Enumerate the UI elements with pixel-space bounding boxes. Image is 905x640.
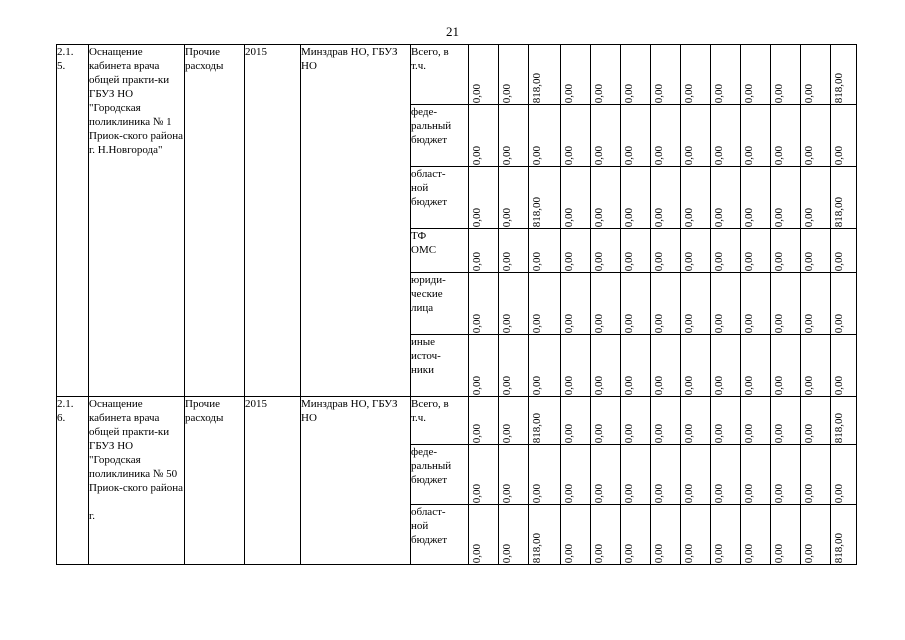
value-text: 0,00 xyxy=(713,251,725,271)
value-text: 0,00 xyxy=(713,145,725,165)
value-text: 0,00 xyxy=(623,83,635,103)
value-cell xyxy=(771,273,801,335)
value-text: 0,00 xyxy=(683,207,695,227)
value-cell xyxy=(681,229,711,273)
value-cell xyxy=(591,505,621,565)
value-cell xyxy=(801,45,831,105)
value-text: 0,00 xyxy=(743,145,755,165)
value-cell xyxy=(651,445,681,505)
value-text: 0,00 xyxy=(833,313,845,333)
value-cell xyxy=(651,167,681,229)
value-text: 0,00 xyxy=(743,313,755,333)
value-text: 0,00 xyxy=(653,483,665,503)
value-text: 0,00 xyxy=(773,207,785,227)
value-text: 0,00 xyxy=(683,543,695,563)
value-text: 0,00 xyxy=(773,423,785,443)
value-text: 0,00 xyxy=(563,375,575,395)
value-text: 818,00 xyxy=(833,72,845,103)
value-text: 0,00 xyxy=(623,423,635,443)
value-cell xyxy=(561,335,591,397)
value-text: 0,00 xyxy=(833,483,845,503)
value-text: 0,00 xyxy=(531,313,543,333)
value-cell xyxy=(561,229,591,273)
value-text: 0,00 xyxy=(833,251,845,271)
value-cell xyxy=(741,229,771,273)
value-text: 0,00 xyxy=(773,251,785,271)
expense-type: Прочие расходы xyxy=(185,45,245,397)
value-cell xyxy=(771,505,801,565)
value-text: 0,00 xyxy=(833,375,845,395)
value-cell xyxy=(529,105,561,167)
value-cell xyxy=(499,273,529,335)
value-text: 0,00 xyxy=(593,483,605,503)
value-cell xyxy=(469,397,499,445)
value-cell xyxy=(561,105,591,167)
value-text: 0,00 xyxy=(683,145,695,165)
value-text: 0,00 xyxy=(803,483,815,503)
value-cell xyxy=(711,397,741,445)
value-cell xyxy=(469,45,499,105)
value-cell xyxy=(561,505,591,565)
value-text: 0,00 xyxy=(743,251,755,271)
value-cell xyxy=(711,335,741,397)
value-text: 0,00 xyxy=(803,207,815,227)
value-text: 0,00 xyxy=(471,423,483,443)
value-text: 0,00 xyxy=(563,543,575,563)
value-cell xyxy=(621,505,651,565)
value-cell xyxy=(711,105,741,167)
value-cell xyxy=(591,445,621,505)
value-text: 0,00 xyxy=(803,251,815,271)
value-cell xyxy=(801,335,831,397)
value-text: 0,00 xyxy=(593,423,605,443)
value-text: 0,00 xyxy=(683,313,695,333)
funding-source: иные источ- ники xyxy=(411,335,469,397)
value-text: 0,00 xyxy=(743,207,755,227)
value-text: 0,00 xyxy=(773,375,785,395)
value-text: 0,00 xyxy=(471,375,483,395)
value-text: 818,00 xyxy=(833,196,845,227)
funding-source: юриди- ческие лица xyxy=(411,273,469,335)
value-text: 0,00 xyxy=(471,313,483,333)
value-cell xyxy=(831,397,857,445)
value-text: 0,00 xyxy=(713,543,725,563)
value-cell xyxy=(621,45,651,105)
value-cell xyxy=(529,505,561,565)
value-cell xyxy=(801,273,831,335)
value-cell xyxy=(801,397,831,445)
value-cell xyxy=(711,505,741,565)
value-cell xyxy=(681,445,711,505)
value-text: 0,00 xyxy=(563,251,575,271)
value-text: 0,00 xyxy=(501,313,513,333)
value-text: 0,00 xyxy=(501,83,513,103)
value-text: 0,00 xyxy=(501,251,513,271)
value-cell xyxy=(831,445,857,505)
value-cell xyxy=(529,45,561,105)
value-cell xyxy=(681,273,711,335)
value-text: 0,00 xyxy=(623,313,635,333)
value-text: 0,00 xyxy=(683,423,695,443)
value-text: 0,00 xyxy=(803,423,815,443)
value-text: 0,00 xyxy=(803,83,815,103)
value-text: 0,00 xyxy=(653,83,665,103)
value-cell xyxy=(591,105,621,167)
value-text: 0,00 xyxy=(683,375,695,395)
value-cell xyxy=(801,445,831,505)
value-cell xyxy=(561,397,591,445)
value-cell xyxy=(741,167,771,229)
value-cell xyxy=(591,229,621,273)
value-cell xyxy=(771,229,801,273)
value-cell xyxy=(469,105,499,167)
value-text: 0,00 xyxy=(743,83,755,103)
value-text: 0,00 xyxy=(501,483,513,503)
value-text: 0,00 xyxy=(683,483,695,503)
value-cell xyxy=(681,397,711,445)
value-cell xyxy=(681,45,711,105)
value-cell xyxy=(771,335,801,397)
value-cell xyxy=(651,45,681,105)
value-cell xyxy=(711,445,741,505)
value-text: 0,00 xyxy=(563,313,575,333)
value-cell xyxy=(499,335,529,397)
value-cell xyxy=(469,335,499,397)
value-text: 0,00 xyxy=(471,207,483,227)
value-text: 0,00 xyxy=(623,251,635,271)
value-text: 0,00 xyxy=(803,543,815,563)
value-cell xyxy=(651,105,681,167)
value-cell xyxy=(651,335,681,397)
value-text: 0,00 xyxy=(501,145,513,165)
value-cell xyxy=(469,505,499,565)
value-cell xyxy=(499,105,529,167)
value-text: 0,00 xyxy=(713,313,725,333)
value-text: 0,00 xyxy=(713,375,725,395)
funding-source: ТФ ОМС xyxy=(411,229,469,273)
funding-source: Всего, в т.ч. xyxy=(411,45,469,105)
executor: Минздрав НО, ГБУЗ НО xyxy=(301,45,411,397)
value-cell xyxy=(771,45,801,105)
value-text: 0,00 xyxy=(593,207,605,227)
value-cell xyxy=(561,273,591,335)
value-cell xyxy=(529,273,561,335)
value-text: 0,00 xyxy=(471,145,483,165)
value-text: 0,00 xyxy=(773,145,785,165)
value-text: 0,00 xyxy=(531,483,543,503)
value-cell xyxy=(561,445,591,505)
funding-source: област- ной бюджет xyxy=(411,505,469,565)
value-cell xyxy=(741,273,771,335)
value-text: 0,00 xyxy=(743,543,755,563)
value-cell xyxy=(621,273,651,335)
value-cell xyxy=(621,105,651,167)
value-cell xyxy=(681,335,711,397)
value-text: 0,00 xyxy=(563,83,575,103)
value-text: 0,00 xyxy=(501,375,513,395)
value-text: 0,00 xyxy=(531,375,543,395)
table-row xyxy=(57,397,857,445)
value-cell xyxy=(499,229,529,273)
value-cell xyxy=(591,273,621,335)
value-text: 0,00 xyxy=(623,207,635,227)
value-cell xyxy=(801,229,831,273)
value-cell xyxy=(681,167,711,229)
value-text: 818,00 xyxy=(531,196,543,227)
value-text: 0,00 xyxy=(623,543,635,563)
value-text: 0,00 xyxy=(713,423,725,443)
value-cell xyxy=(681,505,711,565)
value-cell xyxy=(711,167,741,229)
value-cell xyxy=(801,167,831,229)
value-text: 0,00 xyxy=(803,375,815,395)
value-text: 0,00 xyxy=(803,313,815,333)
value-cell xyxy=(741,505,771,565)
value-cell xyxy=(741,45,771,105)
value-cell xyxy=(771,397,801,445)
value-text: 0,00 xyxy=(653,145,665,165)
value-cell xyxy=(529,335,561,397)
item-year: 2015 xyxy=(245,397,301,565)
value-text: 0,00 xyxy=(593,145,605,165)
value-cell xyxy=(529,229,561,273)
value-text: 0,00 xyxy=(713,83,725,103)
value-cell xyxy=(591,397,621,445)
value-text: 0,00 xyxy=(501,543,513,563)
value-cell xyxy=(621,335,651,397)
value-cell xyxy=(681,105,711,167)
value-text: 818,00 xyxy=(531,532,543,563)
value-cell xyxy=(831,273,857,335)
value-cell xyxy=(771,105,801,167)
value-text: 0,00 xyxy=(471,83,483,103)
value-cell xyxy=(741,445,771,505)
value-cell xyxy=(591,335,621,397)
value-text: 0,00 xyxy=(593,543,605,563)
value-text: 0,00 xyxy=(773,483,785,503)
value-cell xyxy=(621,397,651,445)
value-cell xyxy=(801,105,831,167)
value-text: 0,00 xyxy=(653,207,665,227)
value-cell xyxy=(499,45,529,105)
funding-source: област- ной бюджет xyxy=(411,167,469,229)
value-cell xyxy=(529,167,561,229)
value-text: 0,00 xyxy=(653,251,665,271)
value-text: 0,00 xyxy=(653,375,665,395)
value-text: 818,00 xyxy=(531,72,543,103)
value-text: 0,00 xyxy=(773,543,785,563)
value-cell xyxy=(591,45,621,105)
value-text: 818,00 xyxy=(531,412,543,443)
table-body xyxy=(57,45,857,565)
value-text: 0,00 xyxy=(563,483,575,503)
value-cell xyxy=(529,445,561,505)
value-cell xyxy=(831,335,857,397)
value-cell xyxy=(711,273,741,335)
value-text: 0,00 xyxy=(501,423,513,443)
value-text: 0,00 xyxy=(531,145,543,165)
value-text: 0,00 xyxy=(683,251,695,271)
item-year: 2015 xyxy=(245,45,301,397)
budget-table xyxy=(56,44,857,565)
executor: Минздрав НО, ГБУЗ НО xyxy=(301,397,411,565)
value-text: 0,00 xyxy=(501,207,513,227)
value-cell xyxy=(561,167,591,229)
value-text: 0,00 xyxy=(593,83,605,103)
value-cell xyxy=(831,45,857,105)
value-cell xyxy=(651,229,681,273)
value-cell xyxy=(469,273,499,335)
expense-type: Прочие расходы xyxy=(185,397,245,565)
value-text: 0,00 xyxy=(531,251,543,271)
value-text: 0,00 xyxy=(563,207,575,227)
value-text: 0,00 xyxy=(623,145,635,165)
value-cell xyxy=(771,445,801,505)
value-cell xyxy=(499,397,529,445)
value-text: 0,00 xyxy=(803,145,815,165)
value-cell xyxy=(651,505,681,565)
value-text: 818,00 xyxy=(833,532,845,563)
value-text: 818,00 xyxy=(833,412,845,443)
value-cell xyxy=(741,397,771,445)
value-text: 0,00 xyxy=(743,375,755,395)
item-name: Оснащение кабинета врача общей практи-ки ГБУЗ НО "Городская поликлиника № 1 Приок-ского района г. Н.Новгорода" xyxy=(89,45,185,397)
value-cell xyxy=(741,105,771,167)
value-cell xyxy=(651,397,681,445)
item-number: 2.1. 6. xyxy=(57,397,89,565)
value-text: 0,00 xyxy=(773,83,785,103)
value-text: 0,00 xyxy=(471,483,483,503)
value-cell xyxy=(741,335,771,397)
value-cell xyxy=(711,229,741,273)
funding-source: феде- ральный бюджет xyxy=(411,105,469,167)
value-cell xyxy=(621,167,651,229)
item-number: 2.1. 5. xyxy=(57,45,89,397)
value-text: 0,00 xyxy=(773,313,785,333)
item-name: Оснащение кабинета врача общей практи-ки ГБУЗ НО "Городская поликлиника № 50 Приок-ского района г. xyxy=(89,397,185,565)
value-text: 0,00 xyxy=(623,375,635,395)
value-text: 0,00 xyxy=(593,375,605,395)
value-cell xyxy=(771,167,801,229)
value-text: 0,00 xyxy=(833,145,845,165)
value-text: 0,00 xyxy=(713,207,725,227)
table-row xyxy=(57,45,857,105)
value-text: 0,00 xyxy=(471,543,483,563)
funding-source: Всего, в т.ч. xyxy=(411,397,469,445)
value-cell xyxy=(469,229,499,273)
value-cell xyxy=(561,45,591,105)
value-text: 0,00 xyxy=(653,313,665,333)
value-text: 0,00 xyxy=(471,251,483,271)
funding-source: феде- ральный бюджет xyxy=(411,445,469,505)
value-text: 0,00 xyxy=(593,251,605,271)
value-cell xyxy=(621,229,651,273)
value-cell xyxy=(831,229,857,273)
value-cell xyxy=(499,505,529,565)
value-text: 0,00 xyxy=(713,483,725,503)
value-cell xyxy=(711,45,741,105)
value-text: 0,00 xyxy=(563,423,575,443)
value-cell xyxy=(499,445,529,505)
value-text: 0,00 xyxy=(743,423,755,443)
value-cell xyxy=(651,273,681,335)
value-cell xyxy=(469,167,499,229)
value-cell xyxy=(591,167,621,229)
value-cell xyxy=(801,505,831,565)
value-cell xyxy=(831,167,857,229)
value-text: 0,00 xyxy=(743,483,755,503)
value-text: 0,00 xyxy=(593,313,605,333)
value-cell xyxy=(469,445,499,505)
value-text: 0,00 xyxy=(653,543,665,563)
value-cell xyxy=(529,397,561,445)
value-cell xyxy=(831,505,857,565)
value-cell xyxy=(831,105,857,167)
value-text: 0,00 xyxy=(623,483,635,503)
value-text: 0,00 xyxy=(653,423,665,443)
value-cell xyxy=(499,167,529,229)
value-cell xyxy=(621,445,651,505)
value-text: 0,00 xyxy=(563,145,575,165)
value-text: 0,00 xyxy=(683,83,695,103)
page-number: 21 xyxy=(446,24,459,39)
